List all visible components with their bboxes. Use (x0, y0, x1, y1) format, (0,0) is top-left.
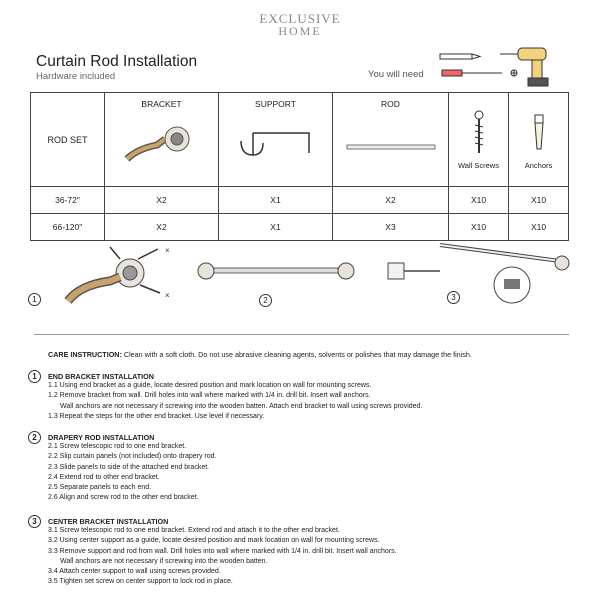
wall-screws-cell (449, 93, 509, 187)
anchors-qty: X10 (509, 187, 569, 214)
instruction-line: 2.6 Align and screw rod to the other end bracket. (48, 494, 199, 502)
section-number: 1 (28, 370, 41, 383)
step-number-2: 2 (259, 294, 272, 307)
end-bracket-icon (117, 117, 207, 172)
step-number-3: 3 (447, 291, 460, 304)
divider (34, 334, 569, 335)
page-subtitle: Hardware included (36, 71, 116, 82)
step-number-1: 1 (28, 293, 41, 306)
rod-qty: X3 (333, 214, 449, 241)
instruction-line: 3.3 Remove support and rod from wall. Drill holes into wall where marked with 1/4 in. drill bit. Insert wall anchors. (48, 547, 397, 555)
step1-bracket-illustration (68, 246, 170, 301)
section-title: CENTER BRACKET INSTALLATION (48, 517, 169, 526)
support-column-header (219, 93, 333, 187)
rod-icon (341, 129, 441, 169)
table-row (31, 187, 569, 214)
care-instruction (48, 350, 472, 359)
section-number: 2 (28, 431, 41, 444)
row-label: 66-120" (31, 214, 105, 241)
svg-text:×: × (165, 246, 170, 255)
brand-logo (0, 12, 600, 38)
instruction-line: Wall anchors are not necessary if screwing into the wooden batten. Attach end bracket to wall using screws provided. (60, 402, 423, 410)
page-title: Curtain Rod Installation (36, 53, 198, 70)
screwdriver-icon (442, 70, 517, 76)
hardware-table (30, 92, 569, 241)
center-support-icon (231, 119, 321, 169)
row-label: 36-72" (31, 187, 105, 214)
section-heading (32, 517, 548, 526)
wall-screw-icon (469, 109, 489, 157)
instruction-line: 3.5 Tighten set screw on center support to lock rod in place. (48, 578, 233, 586)
brand-line1: EXCLUSIVE (259, 11, 341, 26)
screws-qty: X10 (449, 187, 509, 214)
section-heading (32, 372, 548, 381)
rod-qty: X2 (333, 187, 449, 214)
section-center-bracket (28, 517, 548, 588)
pencil-icon (440, 54, 480, 59)
anchor-icon (529, 109, 549, 157)
installation-illustrations (20, 243, 580, 325)
rod-header-label: ROD (381, 99, 400, 109)
section-title: END BRACKET INSTALLATION (48, 372, 154, 381)
instruction-line: 1.1 Using end bracket as a guide, locate desired position and mark location on wall for mounting screws. (48, 382, 372, 389)
anchors-label: Anchors (524, 161, 553, 170)
bracket-column-header (105, 93, 219, 187)
section-heading (32, 433, 548, 442)
anchors-qty: X10 (509, 214, 569, 241)
wall-screws-label: Wall Screws (458, 161, 499, 170)
bracket-qty: X2 (105, 187, 219, 214)
instruction-line: 3.2 Using center support as a guide, locate desired position and mark location on wall for mounting screws. (48, 537, 380, 545)
brand-line2: HOME (278, 24, 322, 38)
instruction-line: 2.5 Separate panels to each end. (48, 484, 152, 492)
svg-text:×: × (165, 291, 170, 300)
rod-set-label: ROD SET (31, 93, 105, 187)
instruction-line: 2.1 Screw telescopic rod to one end bracket. (48, 443, 187, 450)
instruction-line: 2.2 Slip curtain panels (not included) onto drapery rod. (48, 453, 217, 461)
section-title: DRAPERY ROD INSTALLATION (48, 433, 155, 442)
instruction-line: Wall anchors are not necessary if screwing into the wooden batten. (60, 557, 268, 565)
care-text: Clean with a soft cloth. Do not use abrasive cleaning agents, solvents or polishes that may damage the finish. (123, 350, 472, 359)
instruction-line: 1.3 Repeat the steps for the other end bracket. Use level if necessary. (48, 412, 265, 420)
bracket-qty: X2 (105, 214, 219, 241)
drill-icon (500, 48, 548, 86)
support-qty: X1 (219, 214, 333, 241)
you-will-need-label: You will need (368, 69, 424, 80)
table-row (31, 214, 569, 241)
section-number: 3 (28, 515, 41, 528)
tools-illustration (438, 40, 568, 90)
instruction-line: 2.3 Slide panels to side of the attached end bracket. (48, 463, 210, 471)
section-drapery-rod (28, 433, 548, 504)
support-qty: X1 (219, 187, 333, 214)
bracket-header-label: BRACKET (141, 99, 182, 109)
rod-column-header (333, 93, 449, 187)
anchors-cell (509, 93, 569, 187)
instruction-line: 3.4 Attach center support to wall using screws provided. (48, 568, 221, 576)
screws-qty: X10 (449, 214, 509, 241)
section-end-bracket (28, 372, 548, 422)
step3-center-bracket-illustration (388, 245, 569, 303)
instruction-line: 1.2 Remove bracket from wall. Drill holes into wall where marked with 1/4 in. drill bit. Insert wall anchors. (48, 392, 371, 400)
care-label: CARE INSTRUCTION: (48, 350, 122, 359)
step2-rod-illustration (198, 263, 354, 279)
instruction-line: 2.4 Extend rod to other end bracket. (48, 473, 160, 481)
instruction-line: 3.1 Screw telescopic rod to one end bracket. Extend rod and attach it to the other end bracket. (48, 527, 340, 534)
support-header-label: SUPPORT (255, 99, 296, 109)
